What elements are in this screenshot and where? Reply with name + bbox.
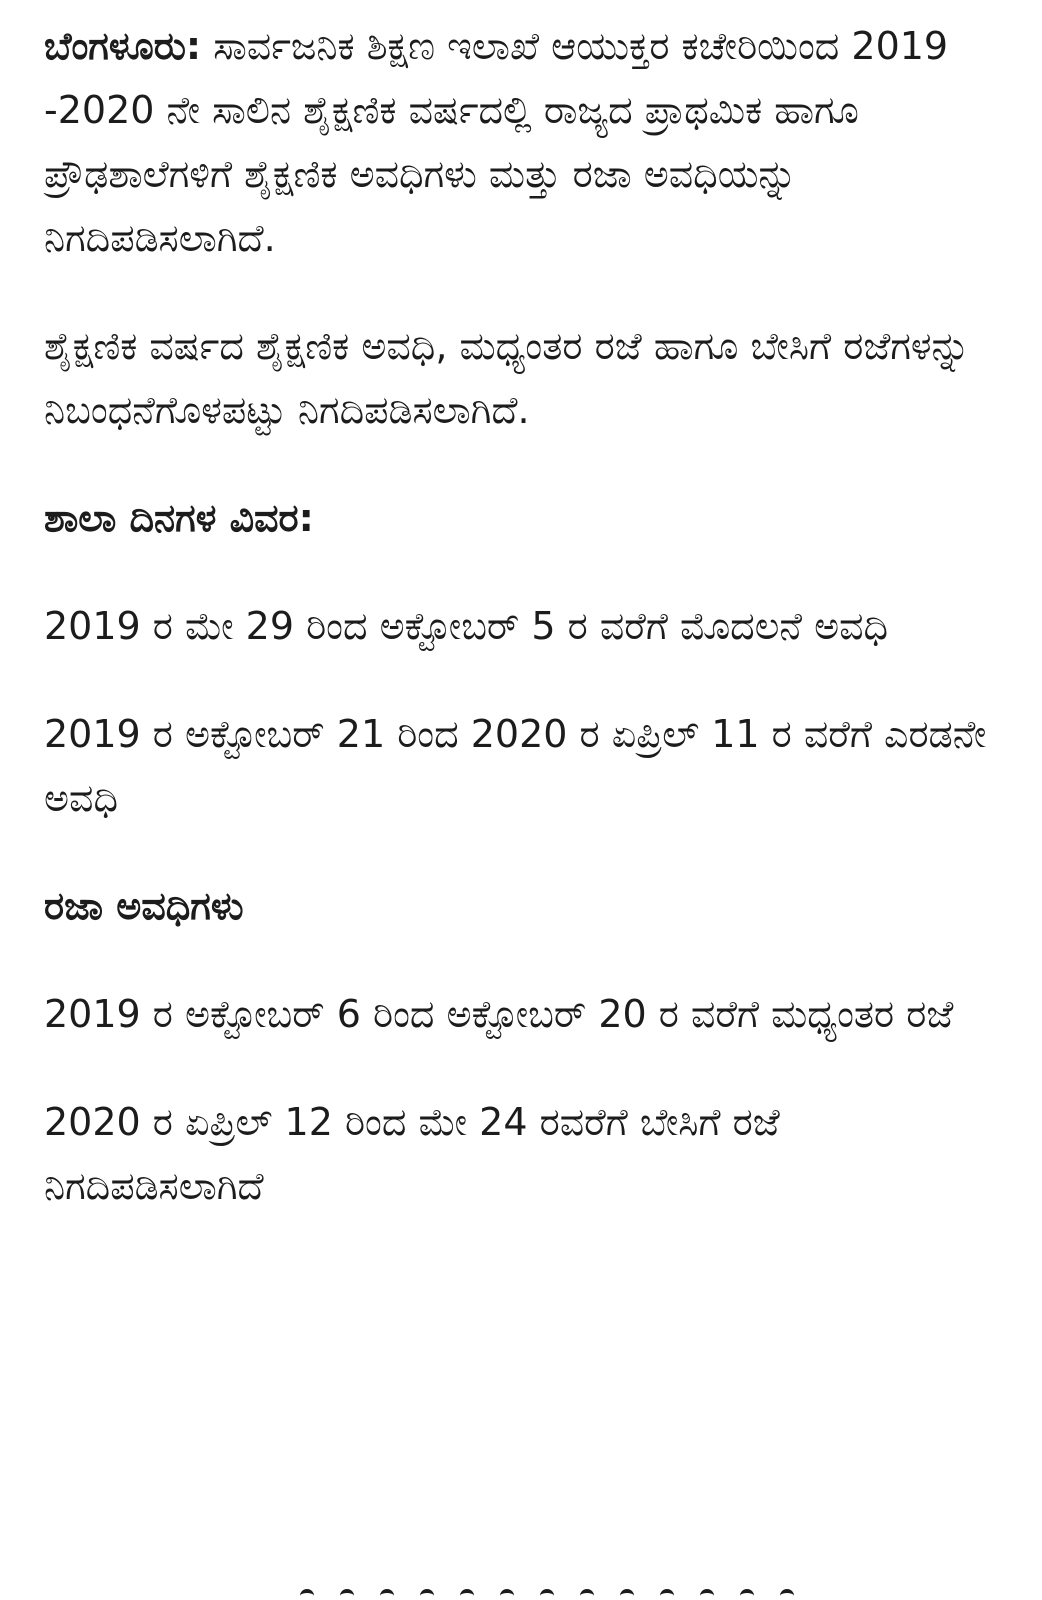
cut-off-text-line (300, 1588, 820, 1600)
intro-paragraph (44, 14, 1004, 270)
holidays-heading: ರಜಾ ಅವಧಿಗಳು (44, 884, 244, 928)
second-paragraph: ಶೈಕ್ಷಣಿಕ ವರ್ಷದ ಶೈಕ್ಷಣಿಕ ಅವಧಿ, ಮಧ್ಯಂತರ ರಜೆ ಹಾಗೂ ಬೇಸಿಗೆ ರಜೆಗಳನ್ನು ನಿಬಂಧನೆಗೊಳಪಟ್ಟು ನಿಗದಿಪಡಿಸಲಾಗಿದೆ. (44, 324, 970, 432)
school-days-heading: ಶಾಲಾ ದಿನಗಳ ವಿವರ: (44, 496, 314, 540)
dateline: ಬೆಂಗಳೂರು: (44, 24, 202, 68)
first-term-paragraph: 2019 ರ ಮೇ 29 ರಿಂದ ಅಕ್ಟೋಬರ್ 5 ರ ವರೆಗೆ ಮೊದಲನೆ ಅವಧಿ (44, 604, 889, 648)
intro-text: ಸಾರ್ವಜನಿಕ ಶಿಕ್ಷಣ ಇಲಾಖೆ ಆಯುಕ್ತರ ಕಚೇರಿಯಿಂದ 2019 -2020 ನೇ ಸಾಲಿನ ಶೈಕ್ಷಣಿಕ ವರ್ಷದಲ್ಲಿ ರಾಜ್ಯದ ಪ್ರಾಥಮಿಕ ಹಾಗೂ ಪ್ರೌಢಶಾಲೆಗಳಿಗೆ ಶೈಕ್ಷಣಿಕ ಅವಧಿಗಳು ಮತ್ತು ರಜಾ ಅವಧಿಯನ್ನು ನಿಗದಿಪಡಿಸಲಾಗಿದೆ. (44, 24, 949, 260)
summer-holiday-paragraph: 2020 ರ ಏಪ್ರಿಲ್ 12 ರಿಂದ ಮೇ 24 ರವರೆಗೆ ಬೇಸಿಗೆ ರಜೆ ನಿಗದಿಪಡಿಸಲಾಗಿದೆ (44, 1100, 780, 1208)
article-body (44, 14, 1004, 1262)
midterm-holiday-paragraph: 2019 ರ ಅಕ್ಟೋಬರ್ 6 ರಿಂದ ಅಕ್ಟೋಬರ್ 20 ರ ವರೆಗೆ ಮಧ್ಯಂತರ ರಜೆ (44, 992, 954, 1036)
second-term-paragraph: 2019 ರ ಅಕ್ಟೋಬರ್ 21 ರಿಂದ 2020 ರ ಏಪ್ರಿಲ್ 11 ರ ವರೆಗೆ ಎರಡನೇ ಅವಧಿ (44, 712, 987, 820)
